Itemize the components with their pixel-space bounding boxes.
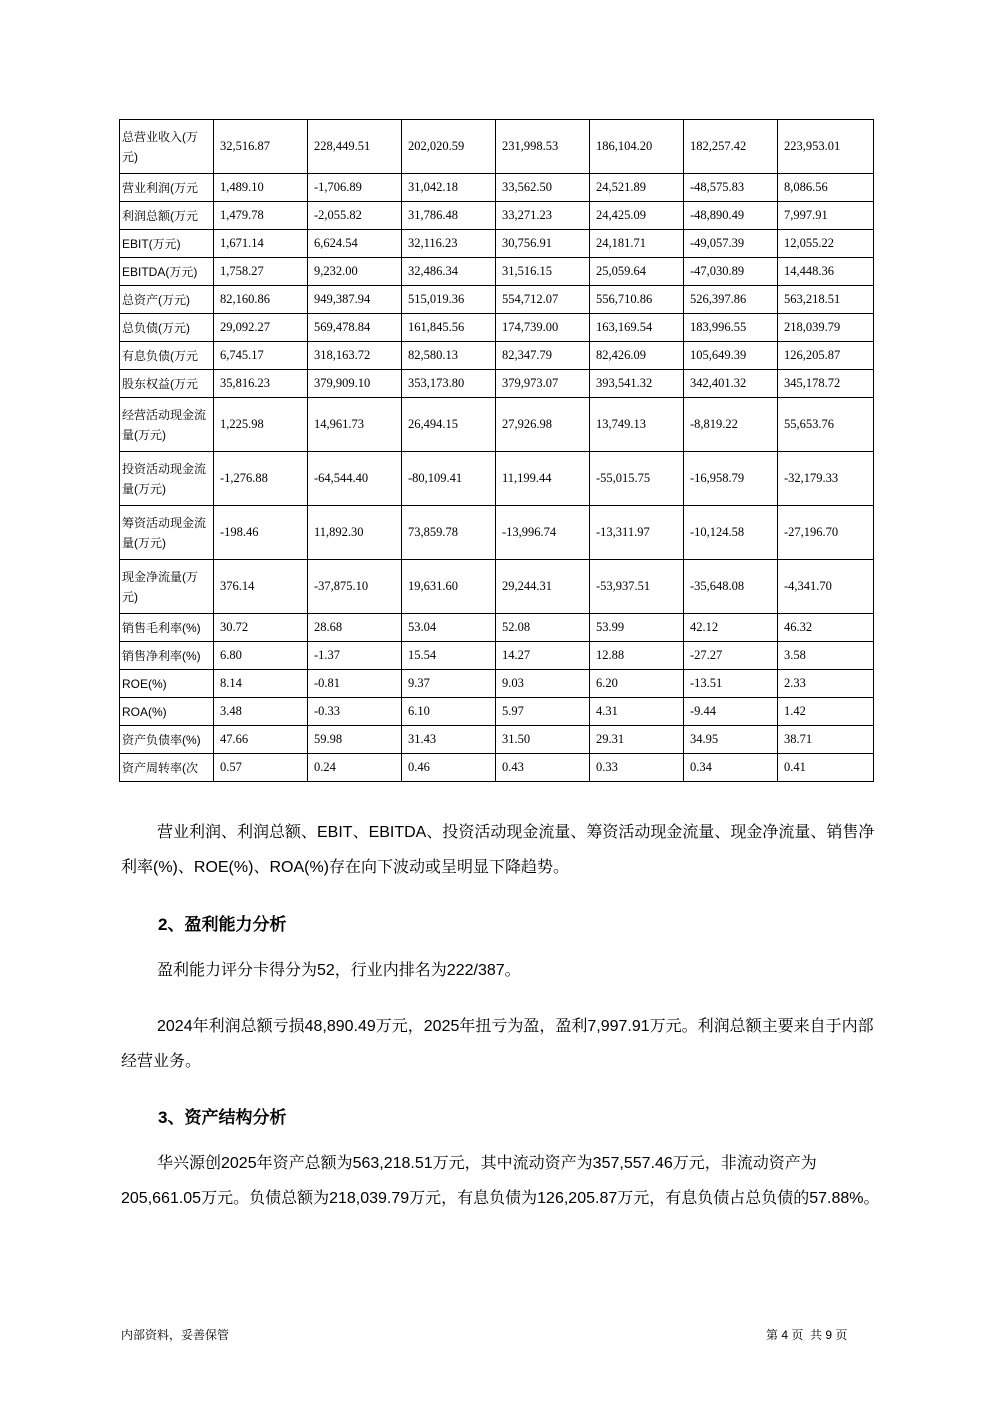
profit-paragraph: 2024年利润总额亏损48,890.49万元，2025年扭亏为盈，盈利7,997.91万元。利润总额主要来自于内部经营业务。 (121, 1018, 874, 1070)
profitability-score-paragraph: 盈利能力评分卡得分为52，行业内排名为222/387。 (157, 962, 521, 979)
table-cell: 31.43 (402, 726, 496, 754)
table-cell: 26,494.15 (402, 398, 496, 452)
table-cell: 0.24 (308, 754, 402, 782)
table-cell: 353,173.80 (402, 370, 496, 398)
table-cell: 105,649.39 (684, 342, 778, 370)
table-row (120, 452, 874, 506)
table-cell: 526,397.86 (684, 286, 778, 314)
table-row (120, 370, 874, 398)
table-cell: 0.41 (778, 754, 874, 782)
trend-paragraph: 营业利润、利润总额、EBIT、EBITDA、投资活动现金流量、筹资活动现金流量、现金净流量、销售净利率(%)、ROE(%)、ROA(%)存在向下波动或呈明显下降趋势。 (121, 824, 875, 876)
table-cell: -1.37 (308, 642, 402, 670)
table-cell: 34.95 (684, 726, 778, 754)
table-cell: -27,196.70 (778, 506, 874, 560)
table-cell: 218,039.79 (778, 314, 874, 342)
row-label: 资产周转率(次 (120, 754, 214, 782)
table-cell: 24,181.71 (590, 230, 684, 258)
table-cell: 25,059.64 (590, 258, 684, 286)
table-row (120, 670, 874, 698)
table-cell: 31.50 (496, 726, 590, 754)
table-cell: 42.12 (684, 614, 778, 642)
table-cell: 82,580.13 (402, 342, 496, 370)
table-cell: -27.27 (684, 642, 778, 670)
row-label: 利润总额(万元 (120, 202, 214, 230)
table-cell: -64,544.40 (308, 452, 402, 506)
table-cell: -37,875.10 (308, 560, 402, 614)
table-cell: 12.88 (590, 642, 684, 670)
table-cell: 9.03 (496, 670, 590, 698)
table-cell: 59.98 (308, 726, 402, 754)
table-cell: 393,541.32 (590, 370, 684, 398)
row-label: 经营活动现金流量(万元) (120, 398, 214, 452)
table-cell: 6,745.17 (214, 342, 308, 370)
row-label: 股东权益(万元 (120, 370, 214, 398)
table-cell: 8,086.56 (778, 174, 874, 202)
section-heading-profitability: 2、盈利能力分析 (158, 915, 287, 934)
table-cell: -198.46 (214, 506, 308, 560)
table-cell: 46.32 (778, 614, 874, 642)
table-cell: 53.04 (402, 614, 496, 642)
row-label: 销售净利率(%) (120, 642, 214, 670)
table-row (120, 120, 874, 174)
table-cell: 29,092.27 (214, 314, 308, 342)
table-cell: 55,653.76 (778, 398, 874, 452)
table-cell: -48,890.49 (684, 202, 778, 230)
table-cell: 1.42 (778, 698, 874, 726)
table-cell: 2.33 (778, 670, 874, 698)
row-label: 筹资活动现金流量(万元) (120, 506, 214, 560)
section-heading-asset-structure: 3、资产结构分析 (158, 1108, 287, 1127)
table-cell: -4,341.70 (778, 560, 874, 614)
table-cell: 3.58 (778, 642, 874, 670)
table-cell: 9,232.00 (308, 258, 402, 286)
row-label: 销售毛利率(%) (120, 614, 214, 642)
table-cell: -1,706.89 (308, 174, 402, 202)
table-cell: 174,739.00 (496, 314, 590, 342)
table-cell: -13,311.97 (590, 506, 684, 560)
table-cell: 0.33 (590, 754, 684, 782)
row-label: 总资产(万元) (120, 286, 214, 314)
table-cell: 47.66 (214, 726, 308, 754)
table-cell: 30.72 (214, 614, 308, 642)
table-row (120, 258, 874, 286)
table-cell: 345,178.72 (778, 370, 874, 398)
table-row (120, 202, 874, 230)
table-cell: 24,521.89 (590, 174, 684, 202)
table-cell: -8,819.22 (684, 398, 778, 452)
table-cell: 186,104.20 (590, 120, 684, 174)
table-cell: 126,205.87 (778, 342, 874, 370)
table-cell: 73,859.78 (402, 506, 496, 560)
table-cell: -2,055.82 (308, 202, 402, 230)
financial-table-body (120, 120, 874, 782)
table-cell: -13,996.74 (496, 506, 590, 560)
table-cell: -48,575.83 (684, 174, 778, 202)
table-cell: 9.37 (402, 670, 496, 698)
table-cell: 182,257.42 (684, 120, 778, 174)
table-row (120, 230, 874, 258)
footer-page-number: 第 4 页 共 9 页 (766, 1328, 848, 1342)
table-cell: 12,055.22 (778, 230, 874, 258)
table-cell: -80,109.41 (402, 452, 496, 506)
table-cell: 19,631.60 (402, 560, 496, 614)
table-cell: 379,973.07 (496, 370, 590, 398)
table-cell: 29,244.31 (496, 560, 590, 614)
table-cell: 0.34 (684, 754, 778, 782)
table-cell: 223,953.01 (778, 120, 874, 174)
table-cell: -32,179.33 (778, 452, 874, 506)
table-cell: 31,786.48 (402, 202, 496, 230)
row-label: ROA(%) (120, 698, 214, 726)
table-cell: 563,218.51 (778, 286, 874, 314)
table-cell: 318,163.72 (308, 342, 402, 370)
table-row (120, 342, 874, 370)
row-label: EBIT(万元) (120, 230, 214, 258)
table-cell: 14,448.36 (778, 258, 874, 286)
table-cell: -10,124.58 (684, 506, 778, 560)
table-cell: 14,961.73 (308, 398, 402, 452)
table-cell: 342,401.32 (684, 370, 778, 398)
table-cell: 163,169.54 (590, 314, 684, 342)
table-cell: 1,225.98 (214, 398, 308, 452)
table-row (120, 614, 874, 642)
table-cell: 556,710.86 (590, 286, 684, 314)
table-cell: -1,276.88 (214, 452, 308, 506)
table-cell: -47,030.89 (684, 258, 778, 286)
table-cell: 1,671.14 (214, 230, 308, 258)
table-row (120, 698, 874, 726)
table-cell: 11,199.44 (496, 452, 590, 506)
table-cell: 1,758.27 (214, 258, 308, 286)
table-cell: -0.81 (308, 670, 402, 698)
table-cell: 33,271.23 (496, 202, 590, 230)
table-cell: 28.68 (308, 614, 402, 642)
table-cell: 379,909.10 (308, 370, 402, 398)
table-cell: 0.57 (214, 754, 308, 782)
table-row (120, 506, 874, 560)
table-cell: 228,449.51 (308, 120, 402, 174)
table-cell: 202,020.59 (402, 120, 496, 174)
table-cell: 183,996.55 (684, 314, 778, 342)
table-cell: 27,926.98 (496, 398, 590, 452)
table-row (120, 398, 874, 452)
table-row (120, 754, 874, 782)
financial-table (119, 119, 874, 782)
table-cell: 949,387.94 (308, 286, 402, 314)
row-label: 总负债(万元) (120, 314, 214, 342)
table-cell: 14.27 (496, 642, 590, 670)
table-cell: 82,160.86 (214, 286, 308, 314)
table-cell: -55,015.75 (590, 452, 684, 506)
table-cell: 15.54 (402, 642, 496, 670)
table-cell: 0.46 (402, 754, 496, 782)
table-row (120, 174, 874, 202)
table-cell: 32,486.34 (402, 258, 496, 286)
row-label: 总营业收入(万元) (120, 120, 214, 174)
table-cell: 29.31 (590, 726, 684, 754)
table-cell: 554,712.07 (496, 286, 590, 314)
table-cell: 35,816.23 (214, 370, 308, 398)
row-label: ROE(%) (120, 670, 214, 698)
table-cell: -0.33 (308, 698, 402, 726)
table-cell: 1,489.10 (214, 174, 308, 202)
table-row (120, 642, 874, 670)
asset-structure-paragraph: 华兴源创2025年资产总额为563,218.51万元，其中流动资产为357,557.46万元，非流动资产为205,661.05万元。负债总额为218,039.79万元，有息负债为126,205.87万元，有息负债占总负债的57.88%。 (121, 1155, 880, 1207)
table-cell: 6.10 (402, 698, 496, 726)
table-cell: 569,478.84 (308, 314, 402, 342)
table-cell: 8.14 (214, 670, 308, 698)
footer-confidential: 内部资料，妥善保管 (121, 1328, 230, 1342)
table-cell: -9.44 (684, 698, 778, 726)
table-cell: 6.80 (214, 642, 308, 670)
table-row (120, 726, 874, 754)
table-cell: -13.51 (684, 670, 778, 698)
table-cell: 515,019.36 (402, 286, 496, 314)
table-cell: 13,749.13 (590, 398, 684, 452)
row-label: 投资活动现金流量(万元) (120, 452, 214, 506)
table-cell: -49,057.39 (684, 230, 778, 258)
row-label: 营业利润(万元 (120, 174, 214, 202)
table-cell: 4.31 (590, 698, 684, 726)
table-cell: 11,892.30 (308, 506, 402, 560)
table-row (120, 560, 874, 614)
table-row (120, 314, 874, 342)
table-cell: 6,624.54 (308, 230, 402, 258)
row-label: EBITDA(万元) (120, 258, 214, 286)
table-cell: -35,648.08 (684, 560, 778, 614)
row-label: 有息负债(万元 (120, 342, 214, 370)
table-cell: 82,426.09 (590, 342, 684, 370)
table-row (120, 286, 874, 314)
table-cell: 31,042.18 (402, 174, 496, 202)
table-cell: 52.08 (496, 614, 590, 642)
table-cell: 82,347.79 (496, 342, 590, 370)
table-cell: 6.20 (590, 670, 684, 698)
table-cell: 31,516.15 (496, 258, 590, 286)
table-cell: 0.43 (496, 754, 590, 782)
table-cell: 7,997.91 (778, 202, 874, 230)
table-cell: 33,562.50 (496, 174, 590, 202)
table-cell: -16,958.79 (684, 452, 778, 506)
table-cell: 32,516.87 (214, 120, 308, 174)
table-cell: 24,425.09 (590, 202, 684, 230)
table-cell: 53.99 (590, 614, 684, 642)
row-label: 资产负债率(%) (120, 726, 214, 754)
table-cell: 32,116.23 (402, 230, 496, 258)
table-cell: 161,845.56 (402, 314, 496, 342)
row-label: 现金净流量(万元) (120, 560, 214, 614)
table-cell: 1,479.78 (214, 202, 308, 230)
table-cell: 30,756.91 (496, 230, 590, 258)
table-cell: 38.71 (778, 726, 874, 754)
table-cell: 5.97 (496, 698, 590, 726)
table-cell: 3.48 (214, 698, 308, 726)
table-cell: 231,998.53 (496, 120, 590, 174)
table-cell: 376.14 (214, 560, 308, 614)
table-cell: -53,937.51 (590, 560, 684, 614)
